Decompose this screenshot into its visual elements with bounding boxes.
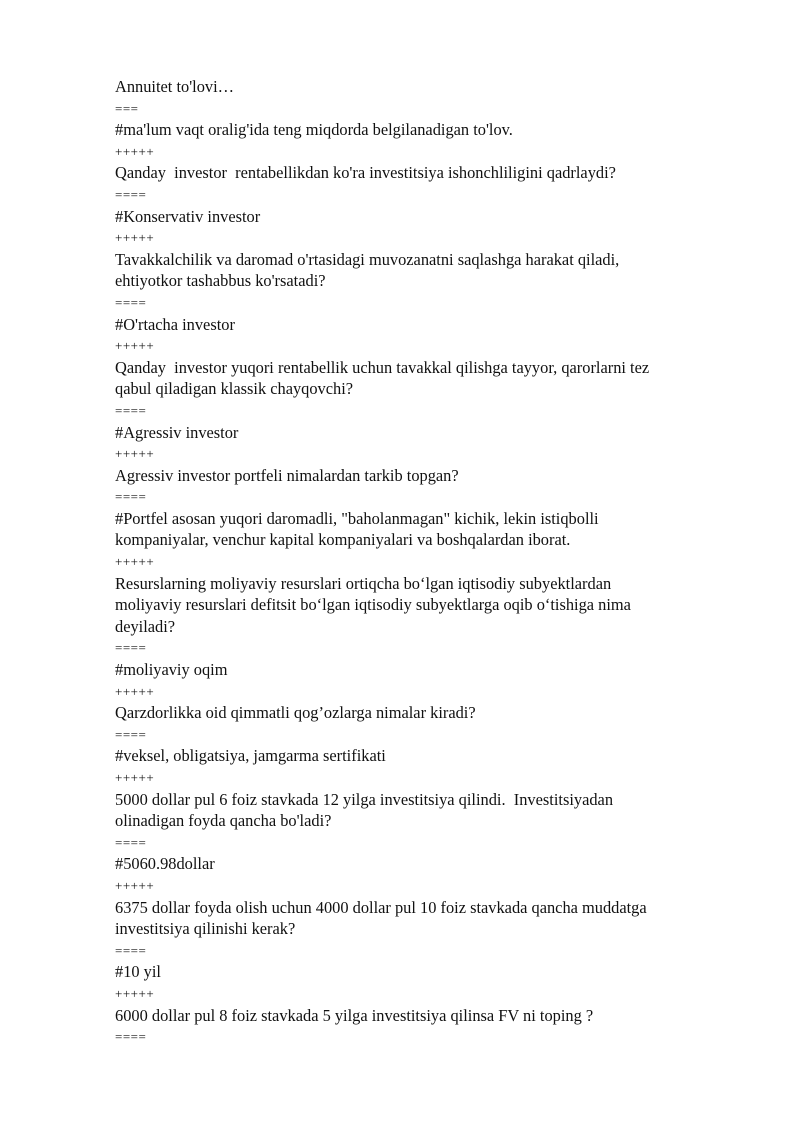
text-line: #10 yil xyxy=(115,962,161,982)
text-line: #5060.98dollar xyxy=(115,854,215,874)
separator-line: +++++ xyxy=(115,338,155,354)
text-line: qabul qiladigan klassik chayqovchi? xyxy=(115,379,354,399)
text-line: #O'rtacha investor xyxy=(115,314,235,334)
separator-line: ==== xyxy=(115,186,147,202)
separator-line: ==== xyxy=(115,1029,147,1045)
text-line: #Portfel asosan yuqori daromadli, "baholanmagan" kichik, lekin istiqbolli xyxy=(115,508,599,528)
separator-line: ==== xyxy=(115,834,147,850)
separator-line: +++++ xyxy=(115,143,155,159)
text-line: Tavakkalchilik va daromad o'rtasidagi muvozanatni saqlashga harakat qiladi, xyxy=(115,249,620,269)
separator-line: +++++ xyxy=(115,446,155,462)
text-line: Agressiv investor portfeli nimalardan tarkib topgan? xyxy=(115,465,459,485)
text-line: Qanday investor yuqori rentabellik uchun tavakkal qilishga tayyor, qarorlarni tez xyxy=(115,357,650,377)
text-line: #Agressiv investor xyxy=(115,422,239,442)
text-line: moliyaviy resurslari defitsit bo‘lgan iqtisodiy subyektlarga oqib o‘tishiga nima xyxy=(115,595,631,615)
text-line: Annuitet to'lovi… xyxy=(115,77,235,96)
document-page xyxy=(115,76,755,1048)
separator-line: ==== xyxy=(115,726,147,742)
text-line: #veksel, obligatsiya, jamgarma sertifikati xyxy=(115,746,386,766)
text-line: 5000 dollar pul 6 foiz stavkada 12 yilga investitsiya qilindi. Investitsiyadan xyxy=(115,789,614,809)
text-line: Qarzdorlikka oid qimmatli qog’ozlarga nimalar kiradi? xyxy=(115,703,476,723)
text-line: 6375 dollar foyda olish uchun 4000 dollar pul 10 foiz stavkada qancha muddatga xyxy=(115,897,647,917)
separator-line: ==== xyxy=(115,640,147,656)
text-line: investitsiya qilinishi kerak? xyxy=(115,919,296,939)
text-line: Resurslarning moliyaviy resurslari ortiqcha bo‘lgan iqtisodiy subyektlardan xyxy=(115,573,612,593)
separator-line: +++++ xyxy=(115,554,155,570)
separator-line: +++++ xyxy=(115,985,155,1001)
text-line: 6000 dollar pul 8 foiz stavkada 5 yilga investitsiya qilinsa FV ni toping ? xyxy=(115,1005,594,1025)
separator-line: ==== xyxy=(115,489,147,505)
separator-line: ==== xyxy=(115,294,147,310)
separator-line: +++++ xyxy=(115,683,155,699)
separator-line: ==== xyxy=(115,402,147,418)
separator-line: +++++ xyxy=(115,770,155,785)
separator-line: === xyxy=(115,100,139,116)
separator-line: ==== xyxy=(115,942,147,958)
separator-line: +++++ xyxy=(115,230,155,246)
text-line: Qanday investor rentabellikdan ko'ra investitsiya ishonchliligini qadrlaydi? xyxy=(115,163,616,183)
text-line: olinadigan foyda qancha bo'ladi? xyxy=(115,811,332,831)
text-line: ehtiyotkor tashabbus ko'rsatadi? xyxy=(115,271,326,291)
text-line: #moliyaviy oqim xyxy=(115,660,228,680)
text-line: #Konservativ investor xyxy=(115,206,261,226)
text-line: kompaniyalar, venchur kapital kompaniyalari va boshqalardan iborat. xyxy=(115,530,571,550)
separator-line: +++++ xyxy=(115,877,155,893)
text-line: deyiladi? xyxy=(115,616,176,636)
text-line: #ma'lum vaqt oralig'ida teng miqdorda belgilanadigan to'lov. xyxy=(115,120,513,140)
